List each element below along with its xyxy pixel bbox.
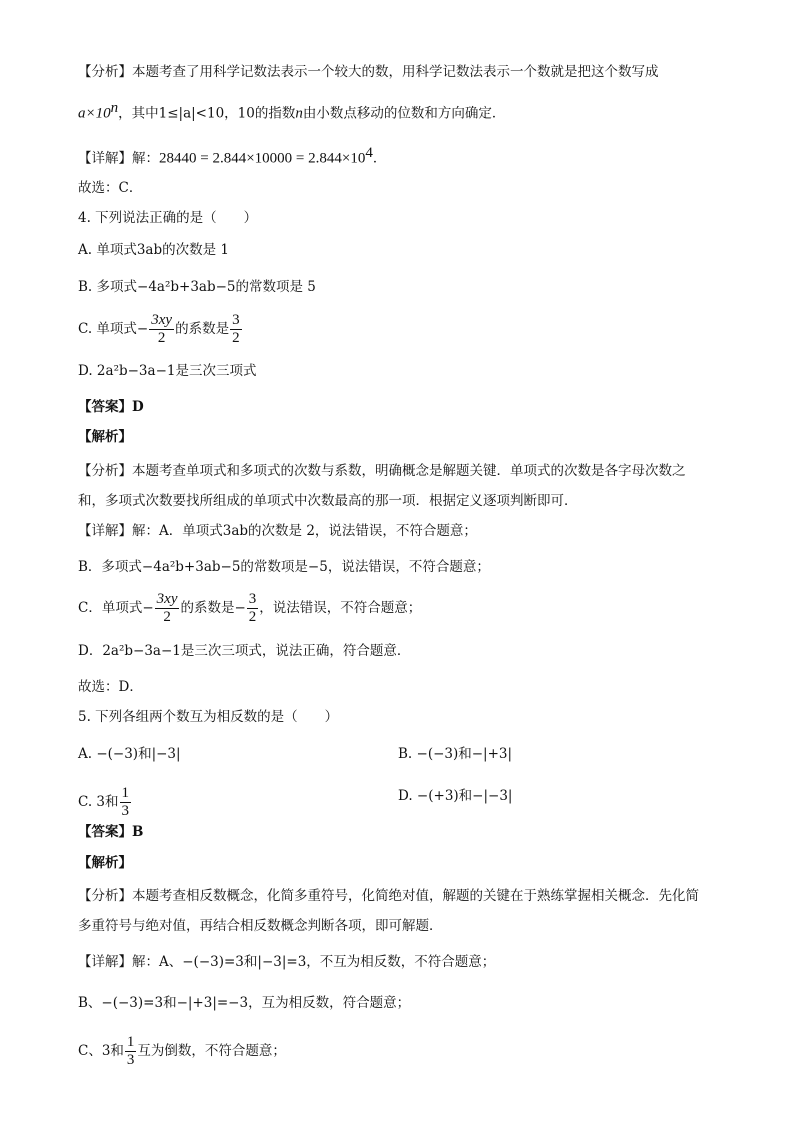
q4-detail-c-frac2: $\frac{3}{2}$ (248, 591, 257, 625)
q4-detail-c-post: ，说法错误，不符合题意； (259, 600, 422, 616)
q4-option-c-frac2: $\frac{3}{2}$ (232, 312, 240, 346)
q4-detail-a: 【详解】解：A．单项式3ab的次数是 2，说法错误，不符合题意； (78, 523, 477, 539)
q5-stem: 5. 下列各组两个数互为相反数的是（ ） (78, 709, 339, 725)
q5-detail-c-post: 互为倒数，不符合题意； (137, 1043, 286, 1059)
q3-analysis-line1: 【分析】本题考查了用科学记数法表示一个较大的数，用科学记数法表示一个数就是把这个数写成 (78, 64, 659, 80)
q5-analysis-line1: 【分析】本题考查相反数概念，化简多重符号，化简绝对值，解题的关键在于熟练掌握相关概念．先化简 (78, 888, 699, 904)
q4-detail-c-pre: C．单项式− (78, 600, 154, 616)
q4-stem: 4. 下列说法正确的是（ ） (78, 210, 258, 226)
q4-option-d: D. 2a²b−3a−1是三次三项式 (78, 363, 257, 379)
q4-detail-c (78, 592, 421, 625)
q5-analysis-line2: 多重符号与绝对值，再结合相反数概念判断各项，即可解题． (78, 918, 443, 934)
q4-detail-c-frac1: $\frac{3xy}{2}$ (156, 591, 178, 625)
q4-choose: 故选：D． (78, 679, 143, 695)
q5-detail-c-pre: C、3和 (78, 1043, 124, 1059)
q4-detail-b: B．多项式−4a²b+3ab−5的常数项是−5，说法错误，不符合题意； (78, 559, 490, 575)
q4-option-a: A. 单项式3ab的次数是 1 (78, 242, 229, 258)
q4-analysis-line2: 和，多项式次数要找所组成的单项式中次数最高的那一项．根据定义逐项判断即可． (78, 493, 578, 509)
q5-option-c-frac: $\frac{1}{3}$ (121, 785, 130, 819)
q5-option-d: D. −(+3)和−|−3| (398, 788, 513, 804)
q3-n-var: n (295, 105, 303, 122)
q4-option-c-pre: C. 单项式− (78, 321, 149, 337)
q4-detail-d: D．2a²b−3a−1是三次三项式，说法正确，符合题意． (78, 643, 411, 659)
q5-detail-b: B、−(−3)=3和−|+3|=−3，互为相反数，符合题意； (78, 995, 411, 1011)
q3-detail-math: 28440 = 2.844×10000 = 2.844×10 (159, 150, 366, 167)
q5-jiexi: 【解析】 (78, 855, 132, 871)
q4-analysis-line1: 【分析】本题考查单项式和多项式的次数与系数，明确概念是解题关键．单项式的次数是各字母次数之 (78, 463, 686, 479)
q3-choose: 故选：C． (78, 180, 143, 196)
q5-answer: 【答案】B (78, 824, 144, 840)
q3-analysis-end: 由小数点移动的位数和方向确定． (302, 105, 506, 122)
q5-detail-c (78, 1035, 286, 1068)
q4-answer: 【答案】D (78, 399, 144, 415)
q3-detail-exp: 4 (365, 145, 373, 161)
q5-option-c-pre: C. 3和 (78, 794, 119, 810)
q5-option-a: A. −(−3)和|−3| (78, 746, 181, 762)
q4-detail-c-mid: 的系数是− (180, 600, 246, 616)
q3-condition: ，其中1≤|a|<10，10的指数 (118, 105, 296, 122)
q5-option-b: B. −(−3)和−|+3| (398, 746, 513, 762)
q4-jiexi: 【解析】 (78, 429, 132, 445)
q4-option-b: B. 多项式−4a²b+3ab−5的常数项是 5 (78, 279, 316, 295)
q3-detail (78, 143, 386, 169)
q3-detail-label: 【详解】解： (78, 150, 159, 167)
q3-detail-end: ． (372, 150, 387, 167)
q3-sci-notation: a×10 (78, 105, 111, 122)
q3-analysis-line2 (78, 98, 505, 124)
q5-detail-c-frac: $\frac{1}{3}$ (126, 1034, 135, 1068)
q5-option-c (78, 786, 132, 819)
q3-exponent-n: n (110, 100, 119, 116)
q4-option-c-frac1: $\frac{3xy}{2}$ (151, 312, 173, 346)
q4-option-c-mid: 的系数是 (175, 321, 230, 337)
q4-option-c (78, 313, 243, 346)
q5-detail-a: 【详解】解：A、−(−3)=3和|−3|=3，不互为相反数，不符合题意； (78, 954, 496, 970)
